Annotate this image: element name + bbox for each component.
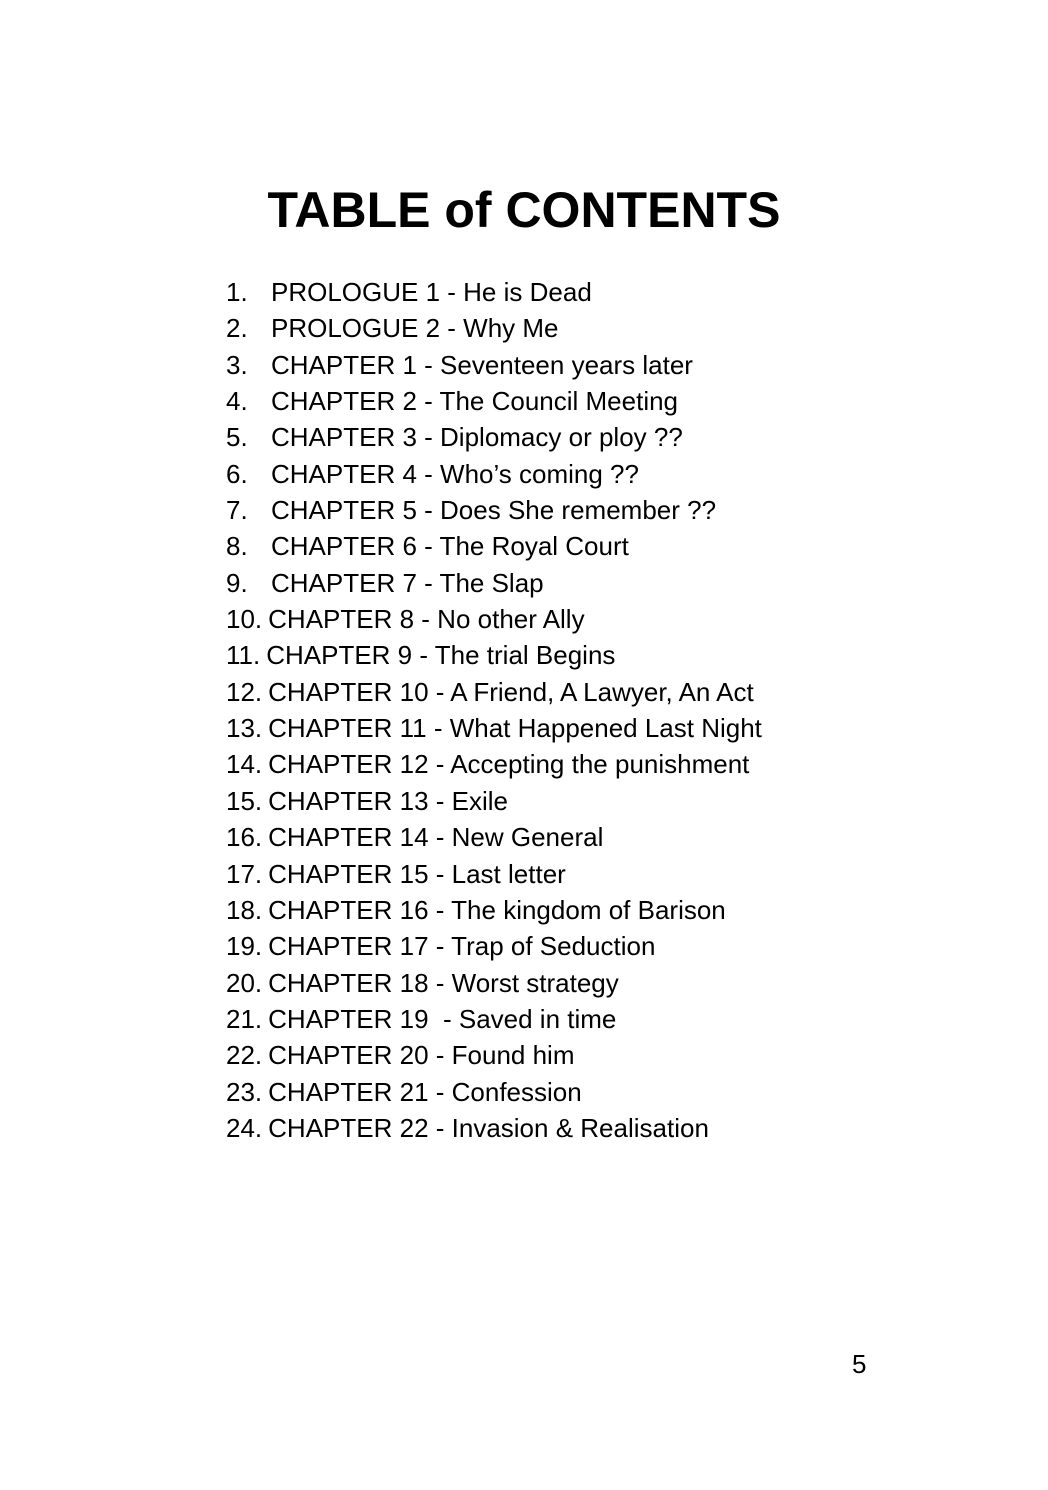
toc-item bbox=[226, 856, 762, 892]
toc-item-number: 17. bbox=[226, 858, 263, 889]
toc-item-number: 15. bbox=[226, 785, 263, 816]
toc-item bbox=[226, 601, 762, 637]
table-of-contents bbox=[226, 274, 762, 1146]
toc-item-number: 18. bbox=[226, 894, 263, 925]
page-number: 5 bbox=[852, 1349, 867, 1379]
toc-item bbox=[226, 565, 762, 601]
toc-item-title: PROLOGUE 1 - He is Dead bbox=[271, 277, 592, 307]
toc-item-title: PROLOGUE 2 - Why Me bbox=[271, 313, 559, 344]
toc-item-title: CHAPTER 3 - Diplomacy or ploy ?? bbox=[271, 422, 683, 453]
toc-item-title: CHAPTER 16 - The kingdom of Barison bbox=[268, 894, 726, 925]
toc-item-title: CHAPTER 19 - Saved in time bbox=[268, 1003, 617, 1034]
toc-item-title: CHAPTER 21 - Confession bbox=[268, 1076, 582, 1107]
toc-item bbox=[226, 746, 762, 782]
toc-item bbox=[226, 892, 762, 928]
toc-item-title: CHAPTER 6 - The Royal Court bbox=[271, 531, 629, 562]
toc-item bbox=[226, 419, 762, 455]
toc-item-number: 13. bbox=[226, 713, 263, 744]
toc-item-number: 4. bbox=[226, 386, 248, 417]
page-title: TABLE of CONTENTS bbox=[267, 182, 781, 238]
toc-item bbox=[226, 383, 762, 419]
toc-item-title: CHAPTER 8 - No other Ally bbox=[268, 604, 585, 635]
toc-item-number: 24. bbox=[226, 1112, 263, 1143]
toc-item-title: CHAPTER 2 - The Council Meeting bbox=[271, 386, 679, 417]
toc-item-title: CHAPTER 14 - New General bbox=[268, 822, 604, 853]
toc-item-number: 22. bbox=[226, 1040, 263, 1071]
toc-item-title: CHAPTER 22 - Invasion & Realisation bbox=[268, 1112, 709, 1143]
toc-item-number: 19. bbox=[226, 931, 263, 962]
toc-item-number: 23. bbox=[226, 1076, 263, 1107]
toc-item bbox=[226, 674, 762, 710]
toc-item-title: CHAPTER 15 - Last letter bbox=[268, 858, 566, 889]
toc-item-number: 1. bbox=[226, 277, 248, 307]
toc-item-title: CHAPTER 18 - Worst strategy bbox=[268, 967, 619, 998]
toc-item bbox=[226, 1110, 762, 1146]
toc-item-title: CHAPTER 13 - Exile bbox=[268, 785, 508, 816]
toc-item-title: CHAPTER 11 - What Happened Last Night bbox=[268, 713, 762, 744]
toc-item-number: 12. bbox=[226, 676, 263, 707]
toc-item bbox=[226, 710, 762, 746]
toc-item-title: CHAPTER 12 - Accepting the punishment bbox=[268, 749, 750, 780]
toc-item bbox=[226, 783, 762, 819]
toc-item bbox=[226, 1037, 762, 1073]
toc-item-title: CHAPTER 20 - Found him bbox=[268, 1040, 575, 1071]
toc-item-title: CHAPTER 10 - A Friend, A Lawyer, An Act bbox=[268, 676, 754, 707]
toc-item bbox=[226, 819, 762, 855]
toc-item-number: 3. bbox=[226, 349, 248, 380]
toc-item bbox=[226, 928, 762, 964]
toc-item-number: 16. bbox=[226, 822, 263, 853]
toc-item-title: CHAPTER 7 - The Slap bbox=[271, 567, 544, 598]
toc-item bbox=[226, 274, 762, 310]
toc-item-number: 7. bbox=[226, 495, 248, 526]
toc-item-number: 10. bbox=[226, 604, 263, 635]
toc-item bbox=[226, 965, 762, 1001]
toc-item-number: 11. bbox=[226, 640, 261, 671]
toc-item-number: 2. bbox=[226, 313, 248, 344]
toc-item bbox=[226, 310, 762, 346]
toc-item-title: CHAPTER 5 - Does She remember ?? bbox=[271, 495, 717, 526]
toc-item-title: CHAPTER 4 - Who’s coming ?? bbox=[271, 458, 639, 489]
toc-item bbox=[226, 347, 762, 383]
toc-item-number: 8. bbox=[226, 531, 248, 562]
toc-item bbox=[226, 637, 762, 673]
toc-item-number: 5. bbox=[226, 422, 248, 453]
toc-item-number: 6. bbox=[226, 458, 248, 489]
toc-item-title: CHAPTER 9 - The trial Begins bbox=[266, 640, 616, 671]
toc-item-number: 14. bbox=[226, 749, 263, 780]
toc-item bbox=[226, 492, 762, 528]
toc-item bbox=[226, 1074, 762, 1110]
toc-item bbox=[226, 1001, 762, 1037]
toc-item-number: 21. bbox=[226, 1003, 263, 1034]
toc-item bbox=[226, 528, 762, 564]
toc-item-number: 9. bbox=[226, 567, 248, 598]
toc-item-title: CHAPTER 17 - Trap of Seduction bbox=[268, 931, 656, 962]
toc-item-number: 20. bbox=[226, 967, 263, 998]
toc-item-title: CHAPTER 1 - Seventeen years later bbox=[271, 349, 693, 380]
toc-item bbox=[226, 456, 762, 492]
